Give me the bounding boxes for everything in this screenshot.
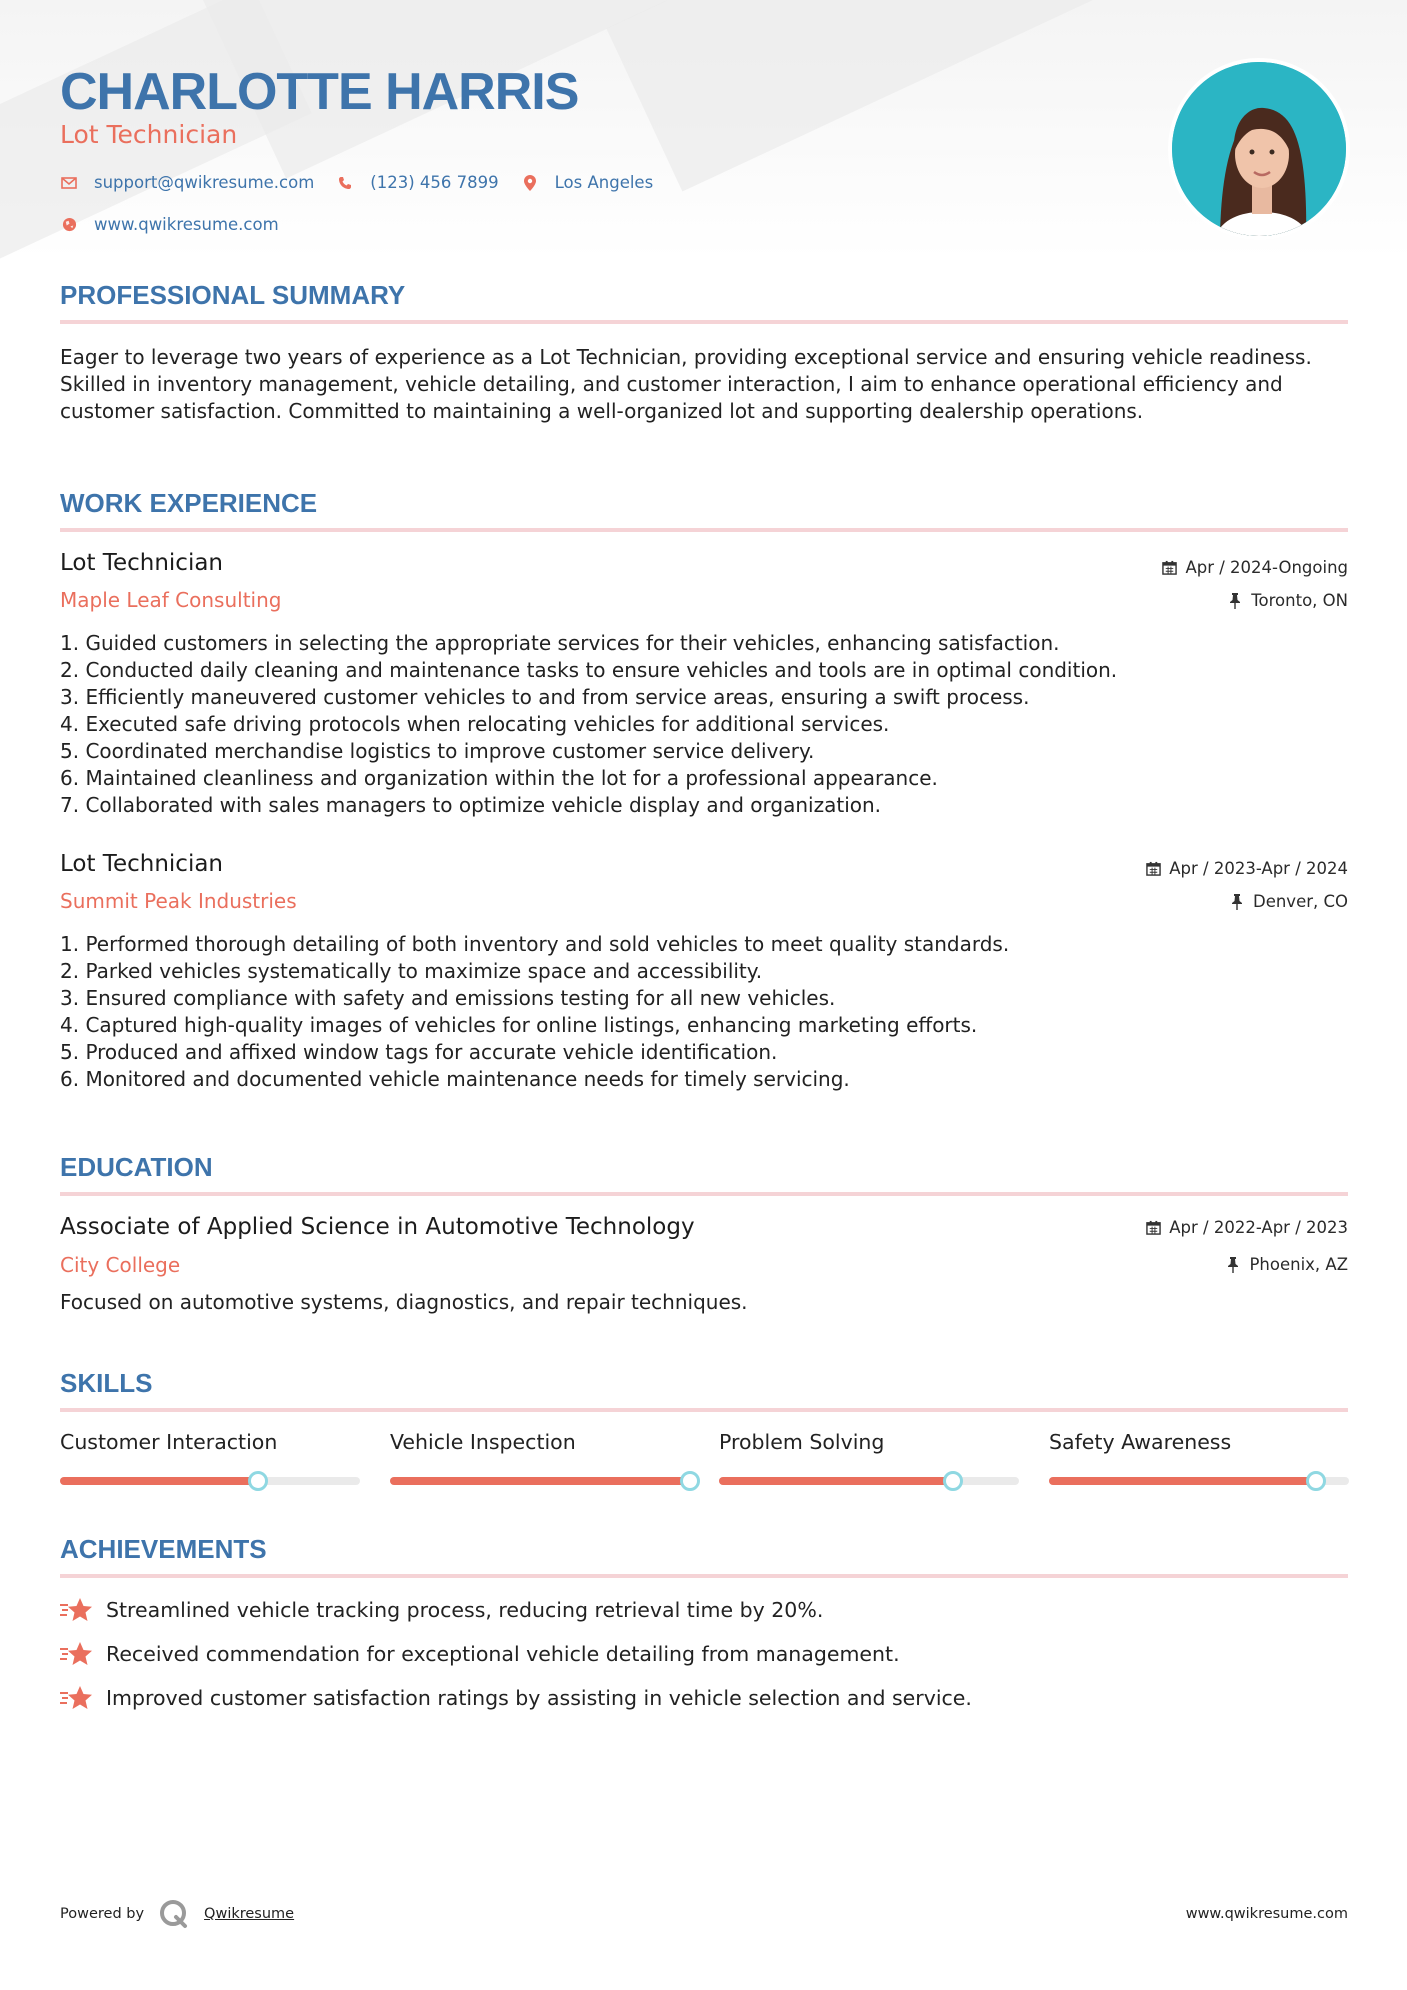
job-dates <box>1161 558 1348 577</box>
achievement-item <box>60 1640 900 1668</box>
education-dates <box>1145 1218 1348 1237</box>
job-dates <box>1145 859 1348 878</box>
job-company: Maple Leaf Consulting <box>60 588 282 612</box>
skill-bar-knob <box>943 1471 963 1491</box>
skill-bar-knob <box>680 1471 700 1491</box>
school-name: City College <box>60 1253 181 1277</box>
job-location-text: Denver, CO <box>1252 892 1348 911</box>
education-heading: EDUCATION <box>60 1152 213 1182</box>
list-item: 3. Ensured compliance with safety and emissions testing for all new vehicles. <box>60 986 836 1010</box>
list-item: 2. Conducted daily cleaning and maintenance tasks to ensure vehicles and tools are in optimal condition. <box>60 658 1118 682</box>
list-item: 6. Maintained cleanliness and organization within the lot for a professional appearance. <box>60 766 938 790</box>
education-location <box>1225 1255 1348 1274</box>
section-divider <box>60 320 1348 324</box>
list-item: 7. Collaborated with sales managers to optimize vehicle display and organization. <box>60 793 882 817</box>
list-item: 1. Guided customers in selecting the appropriate services for their vehicles, enhancing satisfaction. <box>60 631 1060 655</box>
contact-phone[interactable] <box>336 173 498 192</box>
job-title: Lot Technician <box>60 851 223 877</box>
skill-bar-fill <box>719 1477 953 1485</box>
calendar-icon <box>1145 1220 1161 1236</box>
skill-bar-fill <box>390 1477 690 1485</box>
brand-link[interactable]: Qwikresume <box>204 1906 295 1922</box>
contact-website[interactable] <box>60 215 279 234</box>
qwikresume-logo-icon <box>158 1898 190 1930</box>
achievement-text: Improved customer satisfaction ratings by assisting in vehicle selection and service. <box>106 1686 972 1710</box>
job-bullets <box>60 630 1348 819</box>
contact-location <box>521 173 654 192</box>
section-divider <box>60 1574 1348 1578</box>
skill-item <box>390 1430 690 1454</box>
list-item: 3. Efficiently maneuvered customer vehicles to and from service areas, ensuring a swift process. <box>60 685 1030 709</box>
job-bullets <box>60 931 1348 1093</box>
skill-bar-knob <box>1306 1471 1326 1491</box>
skill-bar-knob <box>248 1471 268 1491</box>
calendar-icon <box>1145 861 1161 877</box>
education-location-text: Phoenix, AZ <box>1249 1255 1348 1274</box>
envelope-icon <box>60 174 78 192</box>
contact-row <box>60 173 675 192</box>
achievements-heading: ACHIEVEMENTS <box>60 1534 267 1564</box>
pushpin-icon <box>1227 593 1243 609</box>
section-divider <box>60 528 1348 532</box>
job-location <box>1227 591 1348 610</box>
calendar-icon <box>1161 560 1177 576</box>
achievement-text: Streamlined vehicle tracking process, reducing retrieval time by 20%. <box>106 1598 824 1622</box>
pushpin-icon <box>1229 894 1245 910</box>
skill-bar-track <box>719 1477 1019 1485</box>
skill-name: Customer Interaction <box>60 1430 278 1454</box>
skill-item <box>719 1430 1019 1454</box>
resume-page <box>60 0 1348 1990</box>
achievement-text: Received commendation for exceptional vehicle detailing from management. <box>106 1642 900 1666</box>
degree-title: Associate of Applied Science in Automotive Technology <box>60 1214 695 1240</box>
list-item: 5. Coordinated merchandise logistics to improve customer service delivery. <box>60 739 815 763</box>
job-company: Summit Peak Industries <box>60 889 297 913</box>
skill-bar-fill <box>60 1477 258 1485</box>
skill-name: Vehicle Inspection <box>390 1430 576 1454</box>
achievement-item <box>60 1684 972 1712</box>
phone-icon <box>336 174 354 192</box>
section-divider <box>60 1192 1348 1196</box>
contact-email[interactable] <box>60 173 314 192</box>
job-dates-text: Apr / 2024-Ongoing <box>1185 558 1348 577</box>
education-dates-text: Apr / 2022-Apr / 2023 <box>1169 1218 1348 1237</box>
skill-name: Safety Awareness <box>1049 1430 1232 1454</box>
achievement-item <box>60 1596 823 1624</box>
location-text: Los Angeles <box>554 173 654 192</box>
list-item: 4. Executed safe driving protocols when relocating vehicles for additional services. <box>60 712 890 736</box>
skill-name: Problem Solving <box>719 1430 885 1454</box>
globe-icon <box>60 216 78 234</box>
skill-bar-track <box>390 1477 690 1485</box>
footer-powered-by <box>60 1898 294 1930</box>
map-pin-icon <box>521 174 539 192</box>
job-title: Lot Technician <box>60 550 223 576</box>
profile-photo <box>1168 58 1350 240</box>
star-icon <box>60 1684 94 1712</box>
skill-item <box>60 1430 360 1454</box>
list-item: 1. Performed thorough detailing of both inventory and sold vehicles to meet quality standards. <box>60 932 1010 956</box>
candidate-name: CHARLOTTE HARRIS <box>60 63 579 121</box>
candidate-role: Lot Technician <box>60 120 238 149</box>
job-dates-text: Apr / 2023-Apr / 2024 <box>1169 859 1348 878</box>
skill-item <box>1049 1430 1349 1454</box>
job-location-text: Toronto, ON <box>1251 591 1348 610</box>
star-icon <box>60 1596 94 1624</box>
job-location <box>1229 892 1348 911</box>
experience-heading: WORK EXPERIENCE <box>60 488 318 518</box>
list-item: 5. Produced and affixed window tags for accurate vehicle identification. <box>60 1040 778 1064</box>
list-item: 6. Monitored and documented vehicle maintenance needs for timely servicing. <box>60 1067 850 1091</box>
website-row <box>60 215 301 234</box>
website-text[interactable]: www.qwikresume.com <box>94 215 279 234</box>
skill-bar-track <box>1049 1477 1349 1485</box>
email-text[interactable]: support@qwikresume.com <box>94 173 315 192</box>
footer-website[interactable]: www.qwikresume.com <box>1185 1906 1348 1922</box>
portrait-illustration <box>1172 62 1350 240</box>
list-item: 4. Captured high-quality images of vehicles for online listings, enhancing marketing efforts. <box>60 1013 978 1037</box>
skill-bar-fill <box>1049 1477 1316 1485</box>
summary-heading: PROFESSIONAL SUMMARY <box>60 280 406 310</box>
phone-text[interactable]: (123) 456 7899 <box>370 173 499 192</box>
pushpin-icon <box>1225 1257 1241 1273</box>
powered-by-label: Powered by <box>60 1906 145 1922</box>
skills-heading: SKILLS <box>60 1368 153 1398</box>
list-item: 2. Parked vehicles systematically to maximize space and accessibility. <box>60 959 763 983</box>
skill-bar-track <box>60 1477 360 1485</box>
education-description: Focused on automotive systems, diagnostics, and repair techniques. <box>60 1290 748 1314</box>
section-divider <box>60 1408 1348 1412</box>
star-icon <box>60 1640 94 1668</box>
summary-text: Eager to leverage two years of experience as a Lot Technician, providing exceptional service and ensuring vehicle readiness. Skilled in inventory management, vehicle detailing, and customer interaction, I aim to enhance operational efficiency and customer satisfaction. Committed to maintaining a well-organized lot and supporting dealership operations. <box>60 345 1312 423</box>
